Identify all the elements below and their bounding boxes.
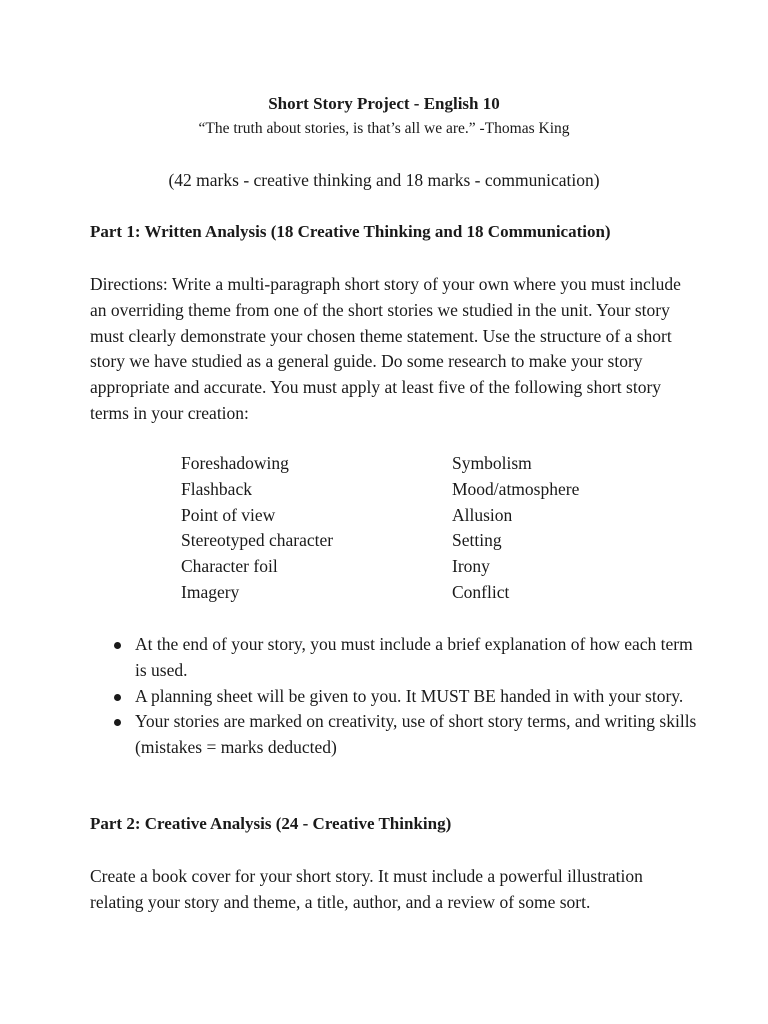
term-item: Character foil	[181, 556, 278, 577]
term-item: Imagery	[181, 581, 240, 602]
marks-summary: (42 marks - creative thinking and 18 marks - communication)	[168, 170, 600, 190]
part2-text: Create a book cover for your short story. It must include a powerful illustration relating your story and theme, a title, author, and a review of some sort.	[90, 866, 643, 912]
term-item: Setting	[452, 530, 502, 551]
terms-row	[181, 554, 601, 580]
list-item-text: A planning sheet will be given to you. It MUST BE handed in with your story.	[135, 685, 684, 706]
list-item-text: At the end of your story, you must include a brief explanation of how each term is used.	[135, 634, 693, 680]
terms-row	[181, 503, 601, 529]
epigraph-quote: “The truth about stories, is that’s all we are.” -Thomas King	[198, 120, 570, 137]
term-item: Stereotyped character	[181, 530, 334, 551]
list-item	[108, 709, 698, 761]
term-item: Allusion	[452, 504, 513, 525]
term-item: Mood/atmosphere	[452, 478, 580, 499]
terms-row	[181, 528, 601, 554]
part1-heading: Part 1: Written Analysis (18 Creative Thinking and 18 Communication)	[90, 222, 611, 241]
list-item	[108, 632, 698, 684]
term-item: Point of view	[181, 504, 276, 525]
bullet-icon	[114, 719, 121, 726]
term-item: Foreshadowing	[181, 453, 289, 473]
terms-row	[181, 580, 601, 606]
part2-heading: Part 2: Creative Analysis (24 - Creative Thinking)	[90, 814, 452, 833]
term-item: Irony	[452, 556, 490, 577]
document-title: Short Story Project - English 10	[268, 94, 500, 113]
part1-directions: Directions: Write a multi-paragraph short story of your own where you must include an overriding theme from one of the short stories we studied in the unit. Your story must clearly demonstrate your chosen theme statement. Use the structure of a short story we have studied as a general guide. Do some research to make your story appropriate and accurate. You must apply at least five of the following short story terms in your creation:	[90, 274, 681, 423]
requirements-list	[108, 632, 698, 761]
term-item: Conflict	[452, 581, 510, 602]
list-item	[108, 684, 698, 710]
terms-row	[181, 451, 601, 477]
bullet-icon	[114, 694, 121, 701]
terms-row	[181, 477, 601, 503]
list-item-text: Your stories are marked on creativity, use of short story terms, and writing skills (mistakes = marks deducted)	[135, 711, 697, 758]
term-item: Flashback	[181, 478, 252, 499]
bullet-icon	[114, 642, 121, 649]
terms-list	[181, 451, 601, 606]
term-item: Symbolism	[452, 453, 532, 473]
